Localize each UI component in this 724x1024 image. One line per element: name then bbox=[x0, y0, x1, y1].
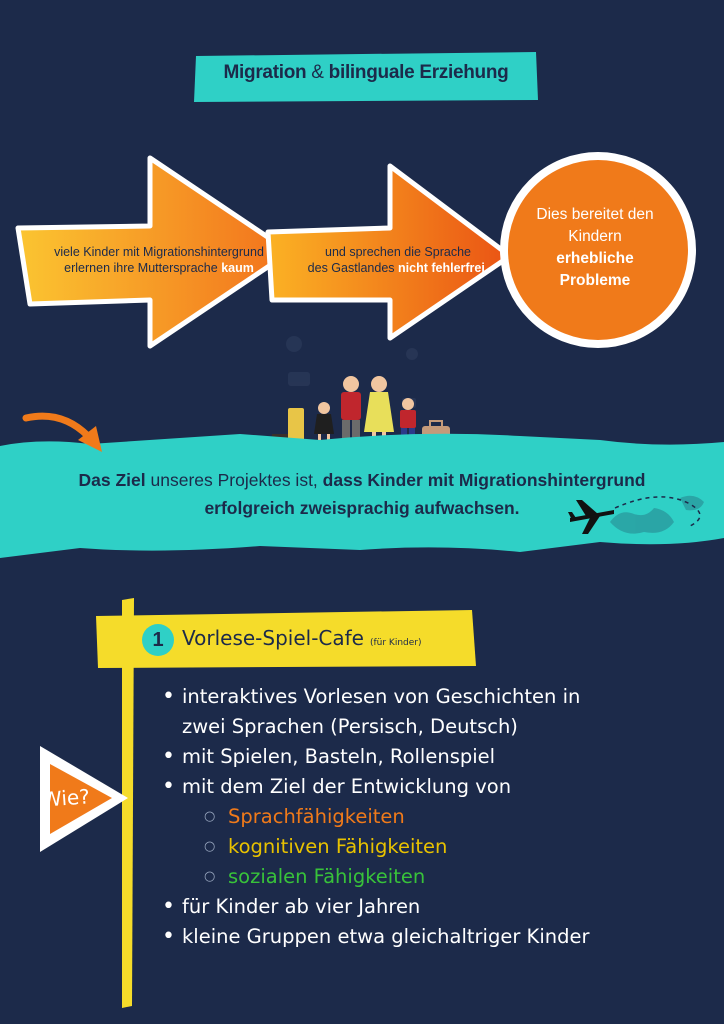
list-item: • mit dem Ziel der Entwicklung von bbox=[160, 772, 700, 802]
list-item: • interaktives Vorlesen von Geschichten in zwei Sprachen (Persisch, Deutsch) bbox=[160, 682, 700, 742]
list-item: • mit Spielen, Basteln, Rollenspiel bbox=[160, 742, 700, 772]
sub-list-item: ○ sozialen Fähigkeiten bbox=[160, 862, 700, 892]
curved-arrow-icon bbox=[22, 400, 112, 460]
goal-statement: Das Ziel unseres Projektes ist, dass Kinder mit Migrationshintergrund erfolgreich zweisprachig aufwachsen. bbox=[78, 470, 646, 518]
arrow-2-text: und sprechen die Sprache des Gastlandes nicht fehlerfrei. bbox=[307, 245, 489, 275]
sub-list-item: ○ kognitiven Fähigkeiten bbox=[160, 832, 700, 862]
step-title: Vorlese-Spiel-Cafe (für Kinder) bbox=[182, 626, 422, 650]
flag-label: Wie? bbox=[41, 784, 91, 812]
step-number-badge: 1 bbox=[142, 624, 174, 656]
list-item: • kleine Gruppen etwa gleichaltriger Kinder bbox=[160, 922, 700, 952]
pole-shape bbox=[122, 598, 134, 1008]
circle-text: Dies bereitet den Kindern erhebliche Probleme bbox=[536, 206, 654, 289]
page-title: Migration & bilinguale Erziehung bbox=[223, 62, 509, 83]
feature-list bbox=[160, 682, 700, 952]
sub-list-item: ○ Sprachfähigkeiten bbox=[160, 802, 700, 832]
list-item: • für Kinder ab vier Jahren bbox=[160, 892, 700, 922]
arrow-1-text: viele Kinder mit Migrationshintergrund erlernen ihre Muttersprache kaum bbox=[54, 245, 264, 275]
